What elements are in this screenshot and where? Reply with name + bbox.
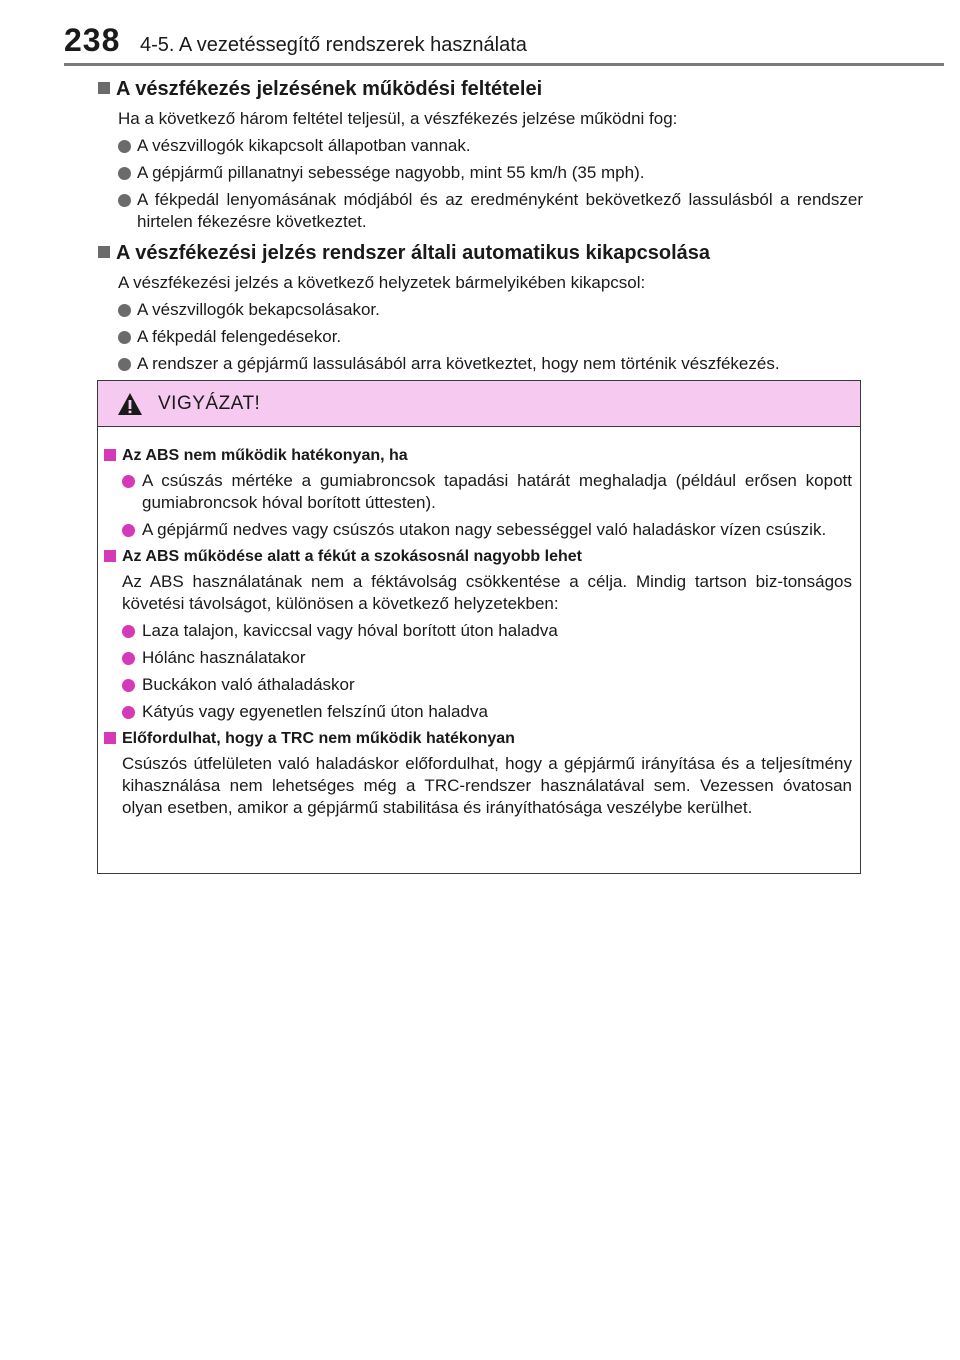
page-number: 238 bbox=[64, 22, 121, 58]
square-bullet-icon bbox=[104, 732, 116, 744]
list-item: A csúszás mértéke a gumiabroncsok tapadási határát meghaladja (például erősen kopott gumiabroncsok hóval borított úttesten). bbox=[122, 470, 852, 514]
list-item: Hólánc használatakor bbox=[122, 647, 852, 669]
warning-triangle-icon bbox=[117, 392, 143, 416]
warning-paragraph: Csúszós útfelületen való haladáskor előfordulhat, hogy a gépjármű irányítása és a teljesítmény kihasználása nem lehetséges még a TRC-rendszer használatával sem. Vezessen óvatosan olyan esetben, amikor a gépjármű stabilitása és irányíthatósága veszélybe kerülhet. bbox=[122, 754, 852, 817]
circle-bullet-icon bbox=[118, 304, 131, 317]
list-item: A gépjármű pillanatnyi sebessége nagyobb, mint 55 km/h (35 mph). bbox=[118, 162, 863, 184]
circle-bullet-icon bbox=[118, 167, 131, 180]
square-bullet-icon bbox=[98, 246, 110, 258]
list-item: A rendszer a gépjármű lassulásából arra következtet, hogy nem történik vészfékezés. bbox=[118, 353, 863, 375]
circle-bullet-icon bbox=[118, 140, 131, 153]
circle-bullet-icon bbox=[122, 679, 135, 692]
list-item: A gépjármű nedves vagy csúszós utakon nagy sebességgel való haladáskor vízen csúszik. bbox=[122, 519, 852, 541]
circle-bullet-icon bbox=[122, 652, 135, 665]
list-item: A fékpedál felengedésekor. bbox=[118, 326, 863, 348]
warning-subheading: Az ABS működése alatt a fékút a szokásosnál nagyobb lehet bbox=[104, 546, 852, 567]
list-item: A vészvillogók bekapcsolásakor. bbox=[118, 299, 863, 321]
circle-bullet-icon bbox=[122, 625, 135, 638]
list-item: A vészvillogók kikapcsolt állapotban vannak. bbox=[118, 135, 863, 157]
circle-bullet-icon bbox=[122, 475, 135, 488]
main-content bbox=[98, 78, 863, 380]
warning-header bbox=[98, 381, 860, 427]
warning-body bbox=[98, 427, 860, 819]
header-divider bbox=[64, 63, 944, 66]
square-bullet-icon bbox=[104, 449, 116, 461]
list-item: A fékpedál lenyomásának módjából és az eredményként bekövetkező lassulásból a rendszer hirtelen fékezésre következtet. bbox=[118, 189, 863, 233]
section-intro: Ha a következő három feltétel teljesül, a vészfékezés jelzése működni fog: bbox=[118, 109, 678, 128]
list-item: Buckákon való áthaladáskor bbox=[122, 674, 852, 696]
circle-bullet-icon bbox=[118, 194, 131, 207]
square-bullet-icon bbox=[98, 82, 110, 94]
circle-bullet-icon bbox=[122, 524, 135, 537]
section-heading: A vészfékezés jelzésének működési feltételei bbox=[98, 78, 863, 101]
section-intro: A vészfékezési jelzés a következő helyzetek bármelyikében kikapcsol: bbox=[118, 273, 646, 292]
circle-bullet-icon bbox=[122, 706, 135, 719]
warning-box bbox=[97, 380, 861, 874]
page-header bbox=[64, 22, 944, 66]
section-heading: A vészfékezési jelzés rendszer általi automatikus kikapcsolása bbox=[98, 242, 863, 265]
circle-bullet-icon bbox=[118, 358, 131, 371]
list-item: Laza talajon, kaviccsal vagy hóval borított úton haladva bbox=[122, 620, 852, 642]
warning-subheading: Előfordulhat, hogy a TRC nem működik hatékonyan bbox=[104, 728, 852, 749]
chapter-title: 4-5. A vezetéssegítő rendszerek használata bbox=[140, 34, 527, 56]
warning-subheading: Az ABS nem működik hatékonyan, ha bbox=[104, 445, 852, 466]
list-item: Kátyús vagy egyenetlen felszínű úton haladva bbox=[122, 701, 852, 723]
warning-paragraph: Az ABS használatának nem a féktávolság csökkentése a célja. Mindig tartson biz-tonságos követési távolságot, különösen a következő helyzetekben: bbox=[122, 572, 852, 613]
circle-bullet-icon bbox=[118, 331, 131, 344]
warning-title: VIGYÁZAT! bbox=[158, 393, 261, 414]
square-bullet-icon bbox=[104, 550, 116, 562]
